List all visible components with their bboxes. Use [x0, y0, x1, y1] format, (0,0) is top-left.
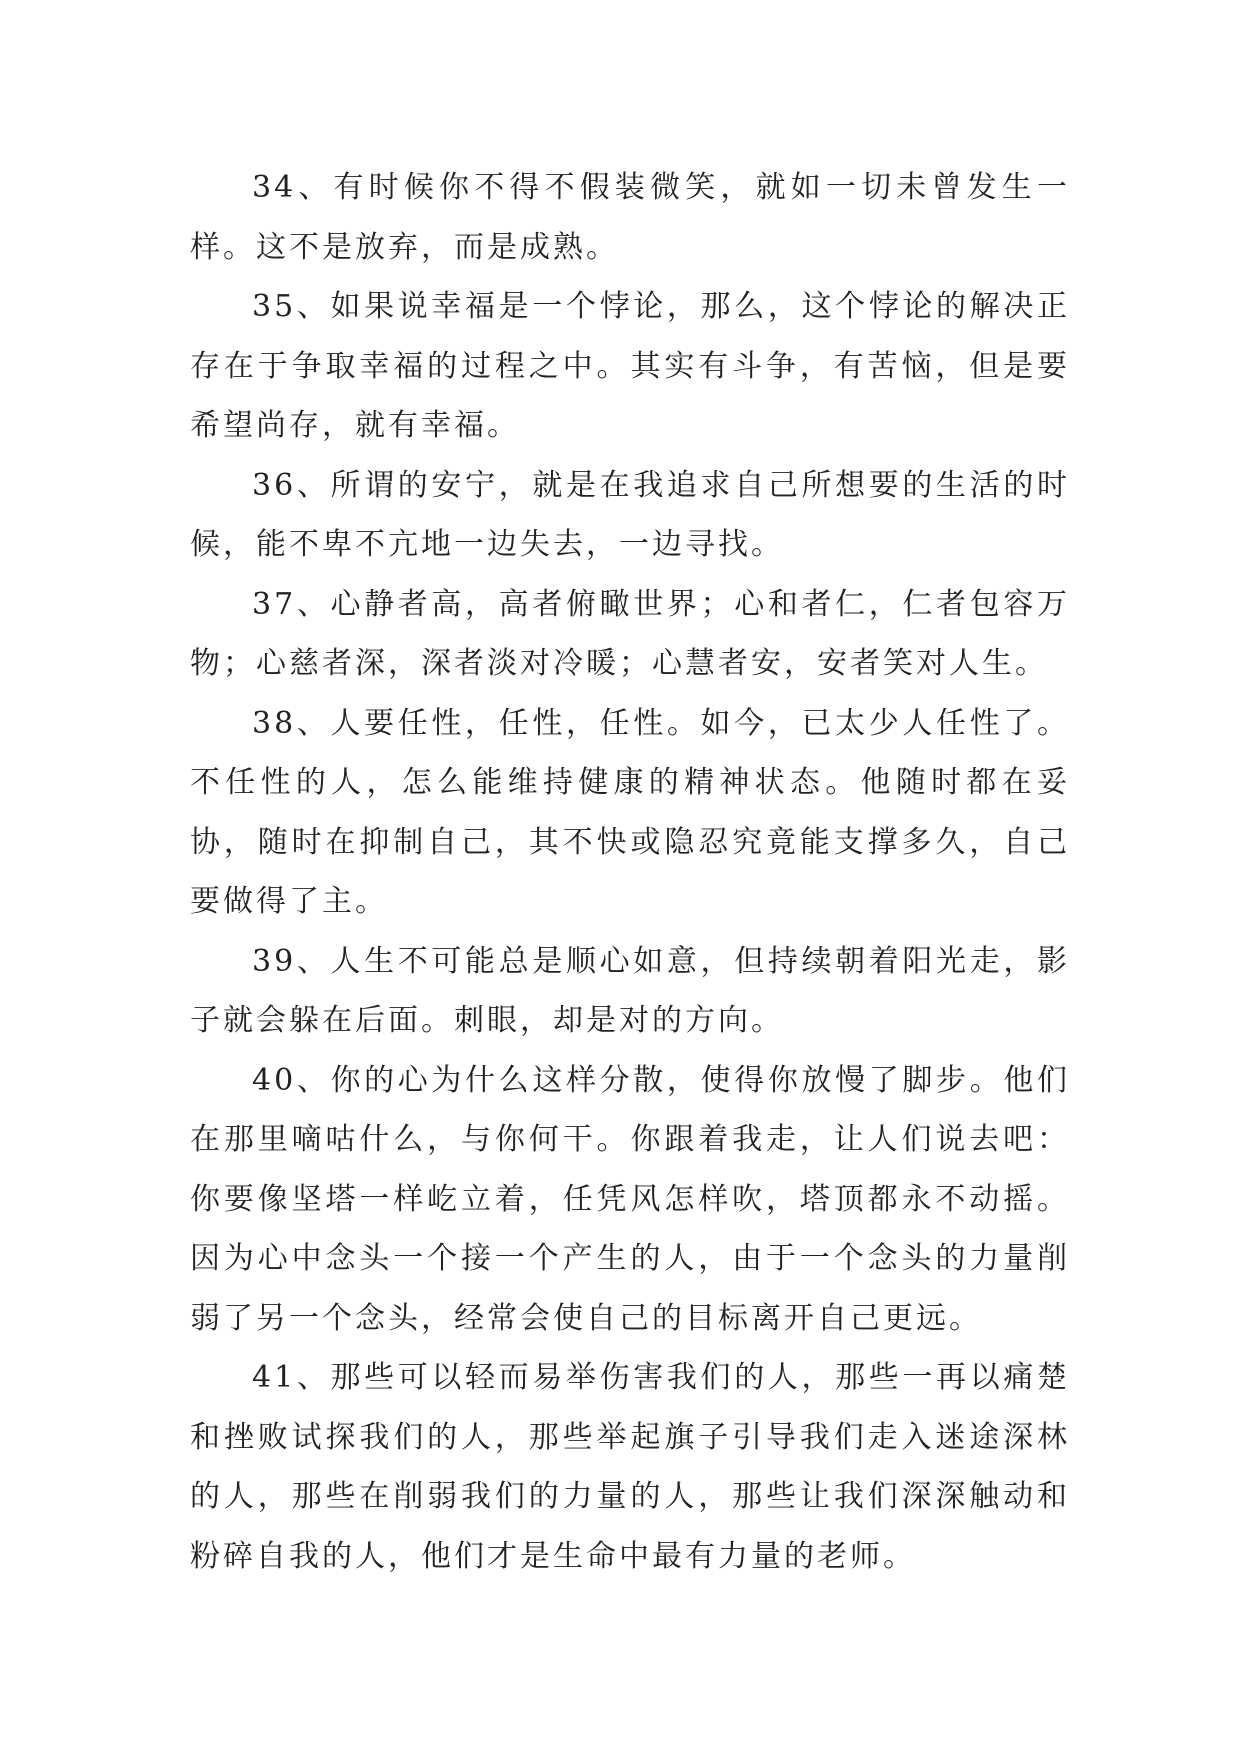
quote-paragraph-38: 38、人要任性，任性，任性。如今，已太少人任性了。不任性的人，怎么能维持健康的精神状态。他随时都在妥协，随时在抑制自己，其不快或隐忍究竟能支撑多久，自己要做得了主。	[190, 705, 1070, 919]
quote-paragraph-40: 40、你的心为什么这样分散，使得你放慢了脚步。他们在那里嘀咕什么，与你何干。你跟着我走，让人们说去吧：你要像坚塔一样屹立着，任凭风怎样吹，塔顶都永不动摇。因为心中念头一个接一个产生的人，由于一个念头的力量削弱了另一个念头，经常会使自己的目标离开自己更远。	[190, 1062, 1070, 1336]
quote-list	[190, 158, 1070, 1586]
quote-paragraph-36: 36、所谓的安宁，就是在我追求自己所想要的生活的时候，能不卑不亢地一边失去，一边寻找。	[190, 467, 1070, 562]
quote-paragraph-41: 41、那些可以轻而易举伤害我们的人，那些一再以痛楚和挫败试探我们的人，那些举起旗子引导我们走入迷途深林的人，那些在削弱我们的力量的人，那些让我们深深触动和粉碎自我的人，他们才是生命中最有力量的老师。	[190, 1360, 1070, 1574]
quote-paragraph-34: 34、有时候你不得不假装微笑，就如一切未曾发生一样。这不是放弃，而是成熟。	[190, 170, 1070, 265]
quote-paragraph-35: 35、如果说幸福是一个悖论，那么，这个悖论的解决正存在于争取幸福的过程之中。其实有斗争，有苦恼，但是要希望尚存，就有幸福。	[190, 289, 1070, 443]
quote-paragraph-37: 37、心静者高，高者俯瞰世界；心和者仁，仁者包容万物；心慈者深，深者淡对冷暖；心慧者安，安者笑对人生。	[190, 586, 1070, 681]
quote-paragraph-39: 39、人生不可能总是顺心如意，但持续朝着阳光走，影子就会躲在后面。刺眼，却是对的方向。	[190, 943, 1070, 1038]
